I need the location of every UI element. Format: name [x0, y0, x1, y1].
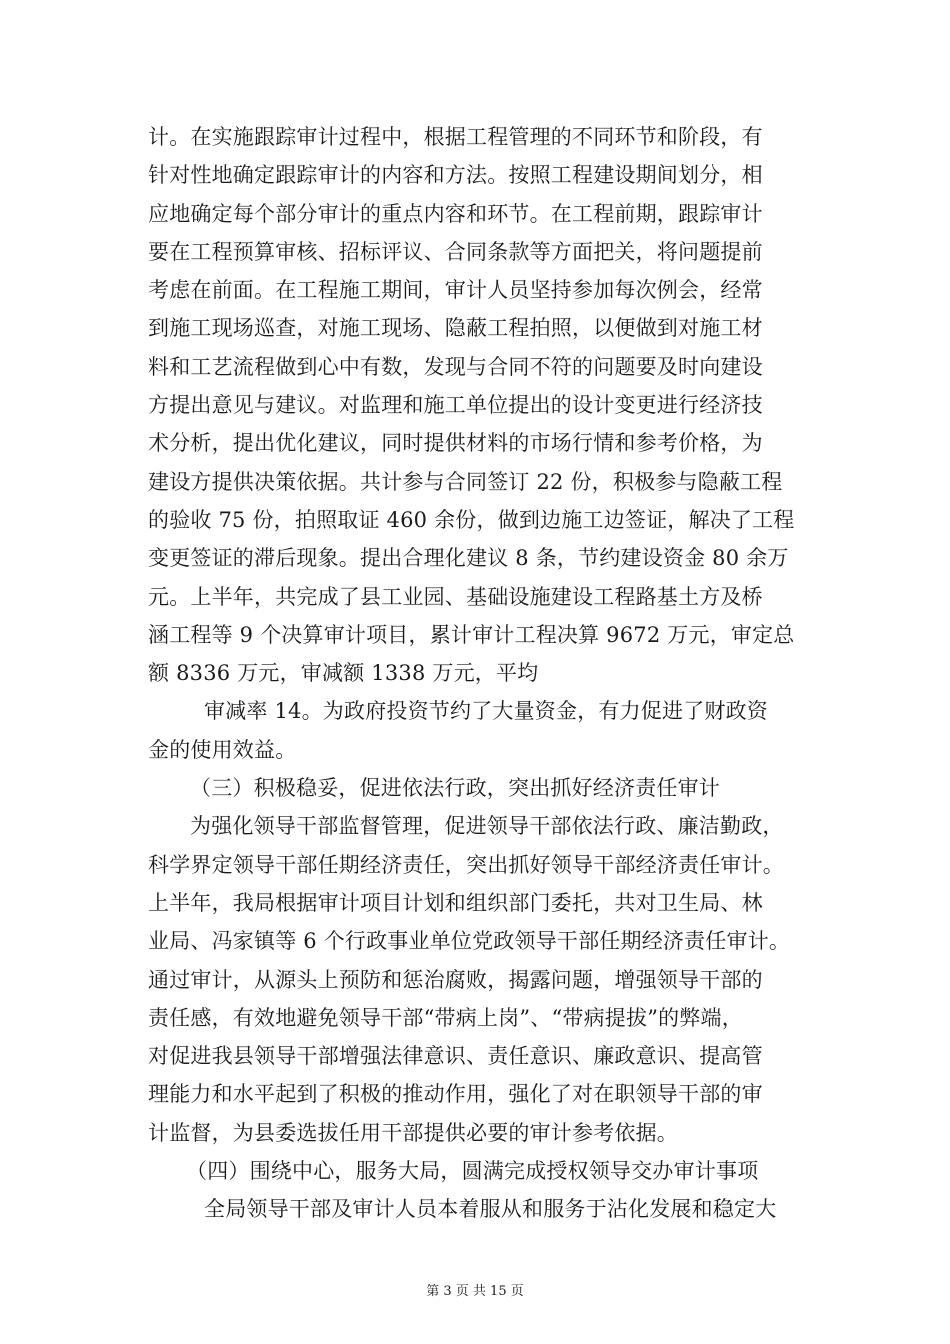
body-line: 金的使用效益。: [148, 737, 297, 762]
section-heading-4: （四）围绕中心，服务大局，圆满完成授权领导交办审计事项: [186, 1159, 759, 1184]
body-line: 通过审计，从源头上预防和惩治腐败，揭露问题，增强领导干部的: [148, 967, 763, 992]
body-line: 术分析，提出优化建议，同时提供材料的市场行情和参考价格，为: [148, 431, 763, 456]
body-line: 对促进我县领导干部增强法律意识、责任意识、廉政意识、提高管: [148, 1044, 763, 1069]
section-heading-3: （三）积极稳妥，促进依法行政，突出抓好经济责任审计: [190, 776, 720, 801]
body-line: 建设方提供决策依据。共计参与合同签订 22 份，积极参与隐蔽工程: [148, 469, 783, 494]
document-body: [148, 118, 820, 1229]
body-line: 理能力和水平起到了积极的推动作用，强化了对在职领导干部的审: [148, 1082, 763, 1107]
body-line: 要在工程预算审核、招标评议、合同条款等方面把关，将问题提前: [148, 239, 763, 264]
page-footer: [0, 1280, 950, 1299]
body-line: 计监督，为县委选拔任用干部提供必要的审计参考依据。: [148, 1120, 678, 1145]
body-line: 为强化领导干部监督管理，促进领导干部依法行政、廉洁勤政，: [190, 814, 784, 839]
body-line: 科学界定领导干部任期经济责任，突出抓好领导干部经济责任审计。: [148, 852, 784, 877]
body-line: 上半年，我局根据审计项目计划和组织部门委托，共对卫生局、林: [148, 890, 763, 915]
body-line: 针对性地确定跟踪审计的内容和方法。按照工程建设期间划分，相: [148, 163, 763, 188]
body-line: 料和工艺流程做到心中有数，发现与合同不符的问题要及时向建设: [148, 354, 763, 379]
body-line: 应地确定每个部分审计的重点内容和环节。在工程前期，跟踪审计: [148, 201, 763, 226]
body-line: 的验收 75 份，拍照取证 460 余份，做到边施工边签证，解决了工程: [148, 507, 795, 532]
body-line: 变更签证的滞后现象。提出合理化建议 8 条，节约建设资金 80 余万: [148, 546, 789, 571]
body-line: 全局领导干部及审计人员本着服从和服务于沾化发展和稳定大: [204, 1197, 777, 1222]
body-line: 计。在实施跟踪审计过程中，根据工程管理的不同环节和阶段，有: [148, 125, 763, 149]
body-line: 额 8336 万元，审减额 1338 万元，平均: [148, 661, 539, 686]
body-line: 涵工程等 9 个决算审计项目，累计审计工程决算 9672 万元，审定总: [148, 622, 795, 647]
body-line: 审减率 14。为政府投资节约了大量资金，有力促进了财政资: [204, 699, 768, 724]
body-line: 责任感，有效地避免领导干部“带病上岗”、“带病提拔”的弊端，: [148, 1005, 743, 1030]
body-line: 到施工现场巡查，对施工现场、隐蔽工程拍照，以便做到对施工材: [148, 316, 763, 341]
body-line: 方提出意见与建议。对监理和施工单位提出的设计变更进行经济技: [148, 393, 763, 418]
body-line: 考虑在前面。在工程施工期间，审计人员坚持参加每次例会，经常: [148, 278, 763, 303]
body-line: 元。上半年，共完成了县工业园、基础设施建设工程路基土方及桥: [148, 584, 763, 609]
page-number: 第 3 页 共 15 页: [426, 1284, 524, 1299]
body-line: 业局、冯家镇等 6 个行政事业单位党政领导干部任期经济责任审计。: [148, 929, 791, 954]
